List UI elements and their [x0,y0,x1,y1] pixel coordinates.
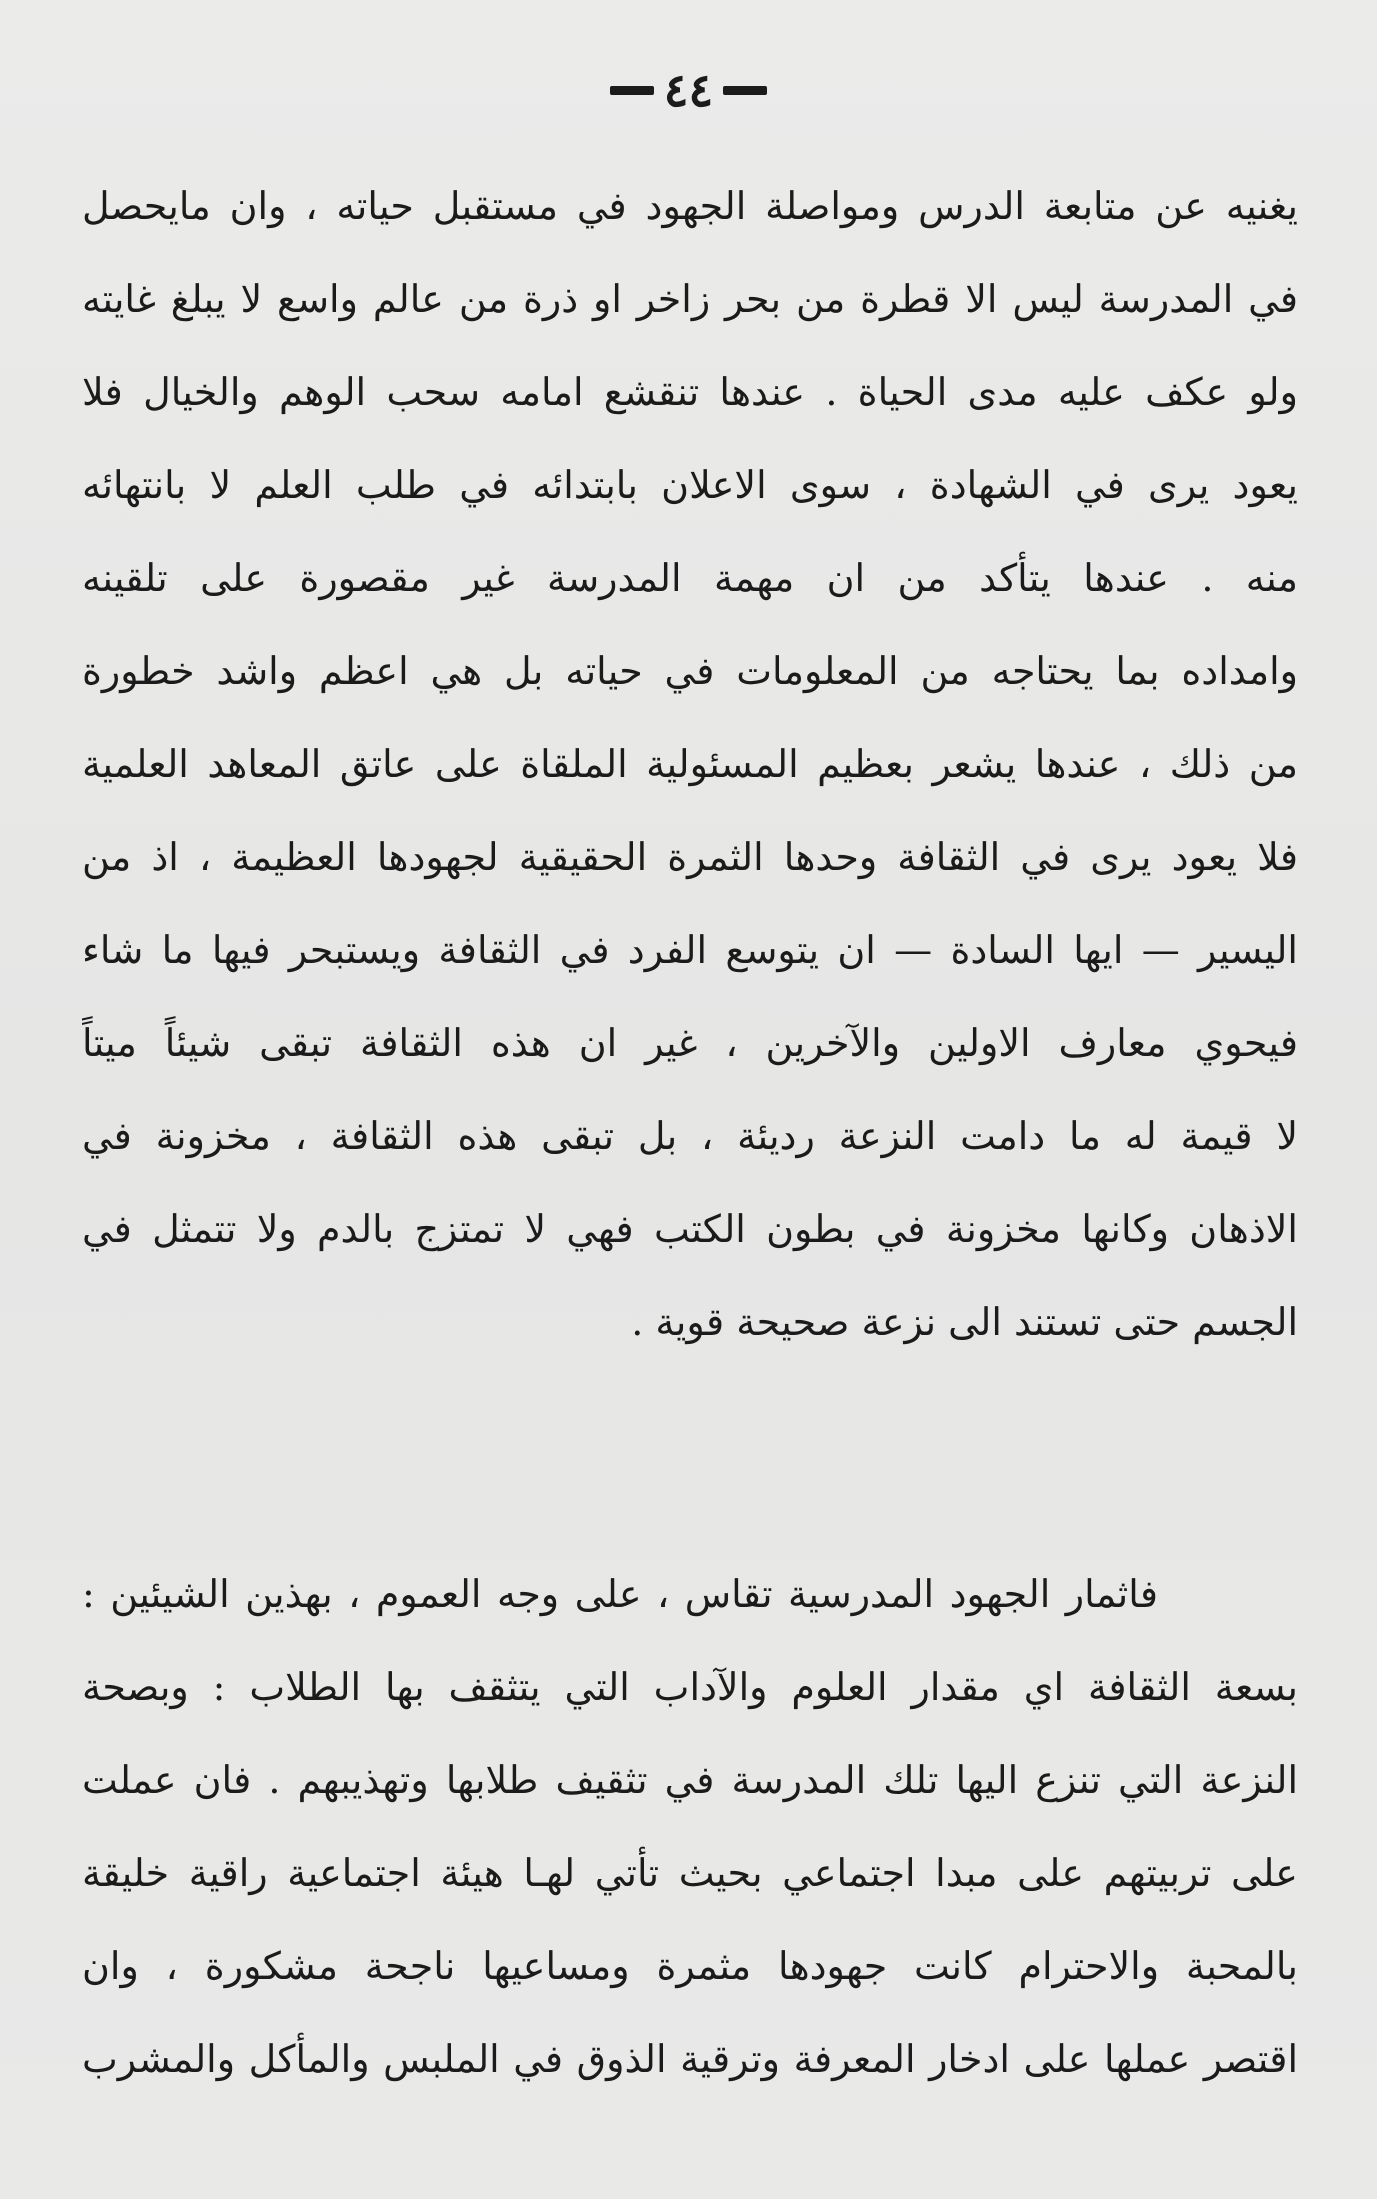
right-dash-ornament [723,86,767,95]
text-line: النزعة التي تنزع اليها تلك المدرسة في تثقيف طلابها وتهذيبهم . فان عملت [82,1758,1298,1802]
text-line: لا قيمة له ما دامت النزعة رديئة ، بل تبقى هذه الثقافة ، مخزونة في [82,1114,1298,1158]
text-line: على تربيتهم على مبدا اجتماعي بحيث تأتي لهـا هيئة اجتماعية راقية خليقة [82,1851,1298,1895]
text-line-indented: فاثمار الجهود المدرسية تقاس ، على وجه العموم ، بهذين الشيئين : [82,1572,1158,1616]
text-line: من ذلك ، عندها يشعر بعظيم المسئولية الملقاة على عاتق المعاهد العلمية [82,742,1298,786]
text-line-last: الجسم حتى تستند الى نزعة صحيحة قوية . [631,1300,1298,1344]
text-line: يعود يرى في الشهادة ، سوى الاعلان بابتدائه في طلب العلم لا بانتهائه [82,463,1298,507]
left-dash-ornament [610,86,654,95]
text-line: بسعة الثقافة اي مقدار العلوم والآداب التي يتثقف بها الطلاب : وبصحة [82,1665,1298,1709]
page-number: ٤٤ [663,63,714,117]
text-line: اقتصر عملها على ادخار المعرفة وترقية الذوق في الملبس والمأكل والمشرب [82,2037,1298,2081]
paragraph-1 [82,160,1298,1369]
text-line: فلا يعود يرى في الثقافة وحدها الثمرة الحقيقية لجهودها العظيمة ، اذ من [82,835,1298,879]
text-line: يغنيه عن متابعة الدرس ومواصلة الجهود في مستقبل حياته ، وان مايحصل [82,184,1298,228]
text-line: فيحوي معارف الاولين والآخرين ، غير ان هذه الثقافة تبقى شيئاً ميتاً [82,1021,1298,1065]
text-line: وامداده بما يحتاجه من المعلومات في حياته بل هي اعظم واشد خطورة [82,649,1298,693]
text-line: بالمحبة والاحترام كانت جهودها مثمرة ومساعيها ناجحة مشكورة ، وان [82,1944,1298,1988]
text-line: الاذهان وكانها مخزونة في بطون الكتب فهي لا تمتزج بالدم ولا تتمثل في [82,1207,1298,1251]
paragraph-2 [82,1548,1298,2106]
page-header [0,60,1377,120]
text-line: ولو عكف عليه مدى الحياة . عندها تنقشع امامه سحب الوهم والخيال فلا [82,370,1298,414]
text-line: في المدرسة ليس الا قطرة من بحر زاخر او ذرة من عالم واسع لا يبلغ غايته [82,277,1298,321]
text-line: منه . عندها يتأكد من ان مهمة المدرسة غير مقصورة على تلقينه [82,556,1298,600]
text-line: اليسير — ايها السادة — ان يتوسع الفرد في الثقافة ويستبحر فيها ما شاء [82,928,1298,972]
